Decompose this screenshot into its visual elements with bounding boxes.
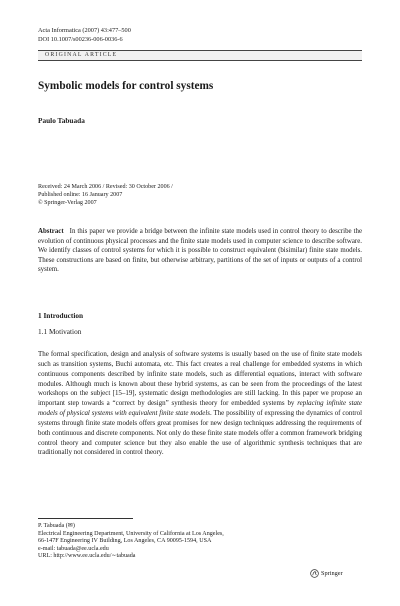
body-text-part1: The formal specification, design and analysis of software systems is usually based on the use of finite state models such as transition systems, Buchi automata, etc. This fact creates a real challenge for embedded systems in which continuous components described by infinite state models, such as differential equations, interact with software modules. Although much is known about these hybrid systems, as can be seen from the proceedings of the latest workshops on the subject [15–19], systematic design methodologies are still lacking. In this paper we propose an important step towards a “correct by design” synthesis theory for embedded systems by [38, 350, 362, 408]
body-paragraph [38, 350, 362, 458]
body-text-part2: . The possibility of expressing the dynamics of control systems through finite state models offers great promises for new design techniques addressing the requirements of both continuous and discrete components. Not only do these finite state models offer a common framework bridging control theory and computer science but they also enable the use of algorithmic synthesis techniques that are traditionally not considered in control theory. [38, 409, 362, 457]
abstract [38, 227, 362, 275]
doi: DOI 10.1007/s00236-006-0036-6 [38, 35, 123, 43]
received-date: Received: 24 March 2006 / Revised: 30 October 2006 / [38, 184, 173, 190]
section-title: 1 Introduction [38, 311, 84, 320]
email-line: e-mail: tabuada@ee.ucla.edu [38, 545, 109, 552]
published-date: Published online: 16 January 2007 [38, 192, 123, 199]
springer-horse-icon [310, 569, 319, 578]
affiliation-line: Electrical Engineering Department, University of California at Los Angeles, [38, 530, 224, 537]
body-emphasis: replacing infinite state models of physical systems with equivalent finite state models [38, 399, 362, 418]
subsection-title: 1.1 Motivation [38, 327, 82, 336]
publisher-name: Springer [321, 570, 343, 577]
article-type-label: ORIGINAL ARTICLE [45, 52, 118, 58]
paper-title: Symbolic models for control systems [38, 80, 214, 92]
footnote-rule [38, 518, 133, 519]
abstract-text: In this paper we provide a bridge between the infinite state models used in control theory to describe the evolution of continuous physical processes and the finite state models used in computer science to describe software. We identify classes of control systems for which it is possible to construct equivalent (bisimilar) finite state models. These constructions are based on finite, but otherwise arbitrary, partitions of the set of inputs or outputs of a control system. [38, 228, 363, 274]
author-affiliation [38, 523, 224, 561]
copyright: © Springer-Verlag 2007 [38, 200, 97, 207]
author-name: Paulo Tabuada [38, 116, 85, 125]
abstract-label: Abstract [38, 228, 64, 235]
author-contact-name: P. Tabuada (✉) [38, 523, 75, 529]
publisher-logo [310, 569, 343, 578]
publication-dates [38, 183, 173, 208]
journal-header [38, 27, 131, 44]
url-line: URL: http://www.ee.ucla.edu/∼tabuada [38, 553, 136, 560]
address-line: 66-147F Engineering IV Building, Los Angeles, CA 90095-1594, USA [38, 538, 212, 545]
journal-citation: Acta Informatica (2007) 43:477–500 [38, 27, 131, 34]
article-type-bar [38, 50, 362, 61]
